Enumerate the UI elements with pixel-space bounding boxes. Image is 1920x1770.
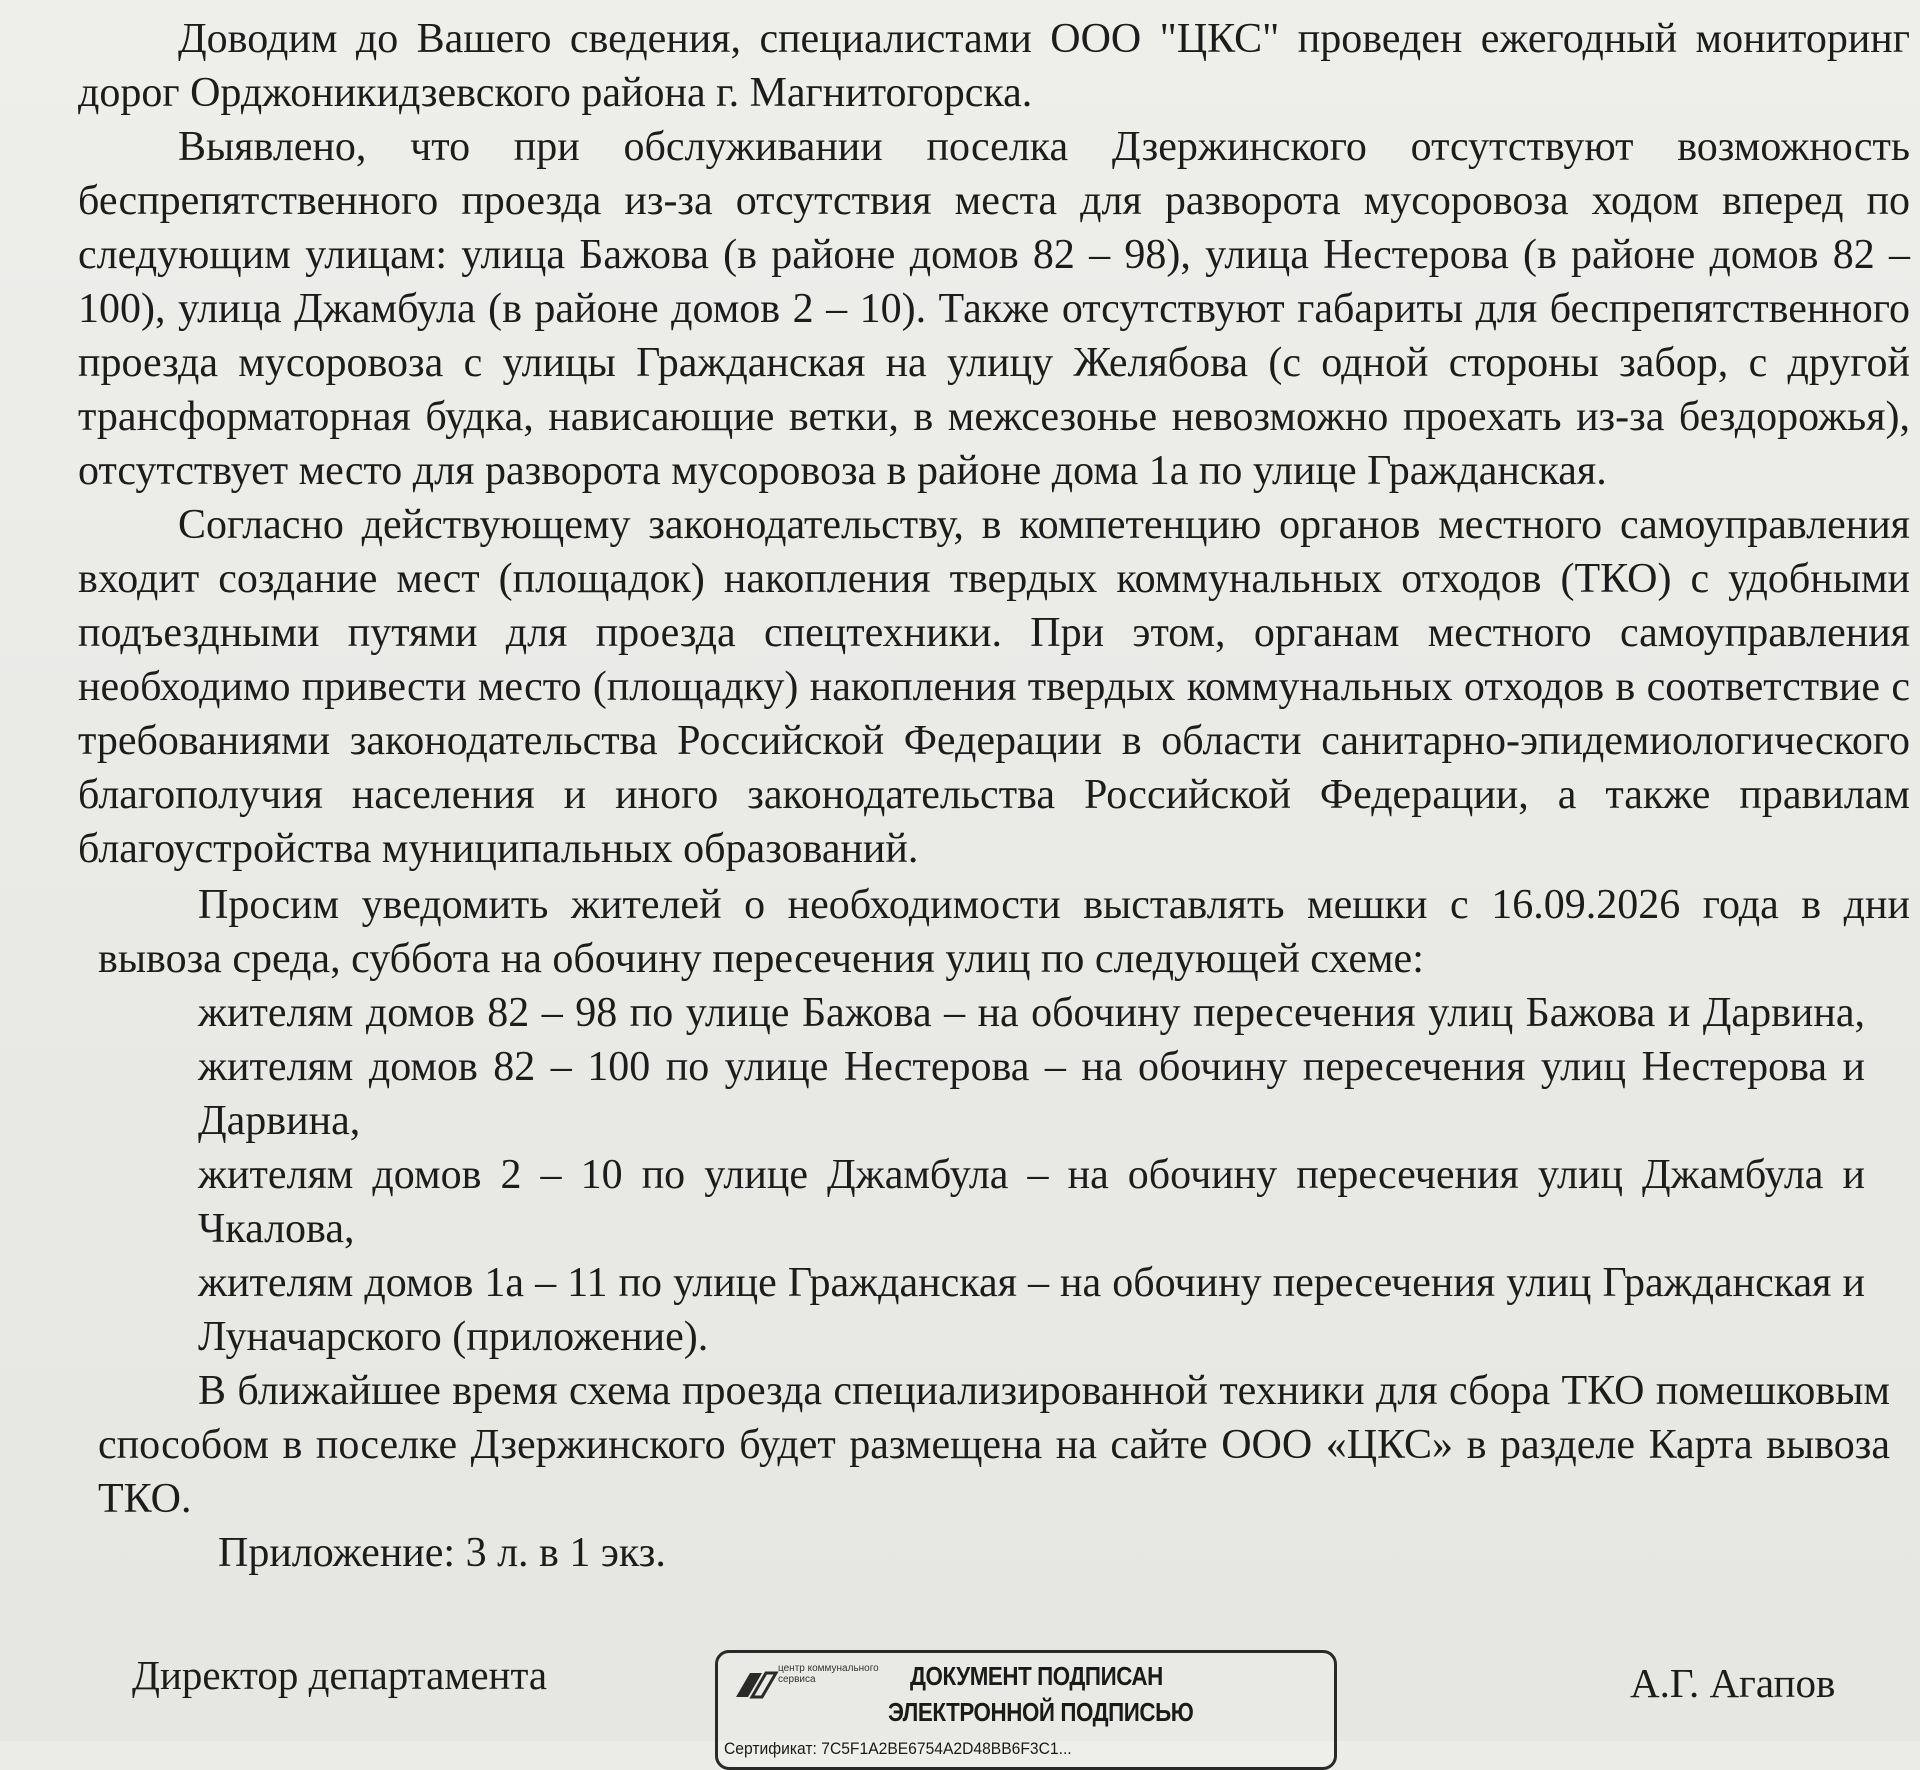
electronic-signature-stamp bbox=[715, 1650, 1337, 1770]
signature-block bbox=[0, 1640, 1920, 1758]
scheme-item-bazhova-nesterova: жителям домов 82 – 98 по улице Бажова – на обочину пересечения улиц Бажова и Дарвина, жителям домов 82 – 100 по улице Нестерова – на обочину пересечения улиц Нестерова и Дарвина, bbox=[198, 990, 1865, 1144]
stamp-title-line2: ЭЛЕКТРОННОЙ ПОДПИСЬЮ bbox=[888, 1697, 1194, 1727]
stamp-organization-text: центр коммунального сервиса bbox=[778, 1663, 879, 1685]
paragraph-findings: Выявлено, что при обслуживании поселка Дзержинского отсутствуют возможность беспрепятственного проезда из-за отсутствия места для разворота мусоровоза ходом вперед по следующим улицам: улица Бажова (в районе домов 82 – 98), улица Нестерова (в районе домов 82 – 100), улица Джамбула (в районе домов 2 – 10). Также отсутствуют габариты для беспрепятственного проезда мусоровоза с улицы Гражданская на улицу Желябова (с одной стороны забор, с другой трансформаторная будка, нависающие ветки, в межсезонье невозможно проехать из-за бездорожья), отсутствует место для разворота мусоровоза в районе дома 1а по улице Гражданская. bbox=[78, 124, 1910, 494]
paragraph-monitoring: Доводим до Вашего сведения, специалистами ООО "ЦКС" проведен ежегодный мониторинг дорог Орджоникидзевского района г. Магнитогорска. bbox=[78, 16, 1910, 116]
stamp-title-line1: ДОКУМЕНТ ПОДПИСАН bbox=[910, 1661, 1163, 1691]
scheme-item-grazhdanskaya: жителям домов 1а – 11 по улице Гражданская – на обочину пересечения улиц Гражданская и Луначарского (приложение). bbox=[198, 1260, 1865, 1360]
signer-name: А.Г. Агапов bbox=[1630, 1660, 1836, 1706]
paragraph-closing: В ближайшее время схема проезда специализированной техники для сбора ТКО помешковым способом в поселке Дзержинского будет размещена на сайте ООО «ЦКС» в разделе Карта вывоза ТКО. bbox=[98, 1368, 1890, 1522]
organization-logo-icon bbox=[732, 1667, 780, 1701]
stamp-certificate: Сертификат: 7C5F1A2BE6754A2D48BB6F3C1... bbox=[724, 1739, 1072, 1758]
attachment-note: Приложение: 3 л. в 1 экз. bbox=[218, 1530, 666, 1576]
scheme-item-dzhambula: жителям домов 2 – 10 по улице Джамбула – на обочину пересечения улиц Джамбула и Чкалова, bbox=[198, 1152, 1865, 1252]
letter-body bbox=[78, 12, 1910, 1580]
signer-position: Директор департамента bbox=[132, 1652, 548, 1698]
paragraph-legislation: Согласно действующему законодательству, в компетенцию органов местного самоуправления входит создание мест (площадок) накопления твердых коммунальных отходов (ТКО) с удобными подъездными путями для проезда спецтехники. При этом, органам местного самоуправления необходимо привести место (площадку) накопления твердых коммунальных отходов в соответствие с требованиями законодательства Российской Федерации в области санитарно-эпидемиологического благополучия населения и иного законодательства Российской Федерации, а также правилам благоустройства муниципальных образований. bbox=[78, 502, 1910, 872]
paragraph-request: Просим уведомить жителей о необходимости выставлять мешки с 16.09.2026 года в дни вывоза среда, суббота на обочину пересечения улиц по следующей схеме: bbox=[98, 882, 1910, 982]
